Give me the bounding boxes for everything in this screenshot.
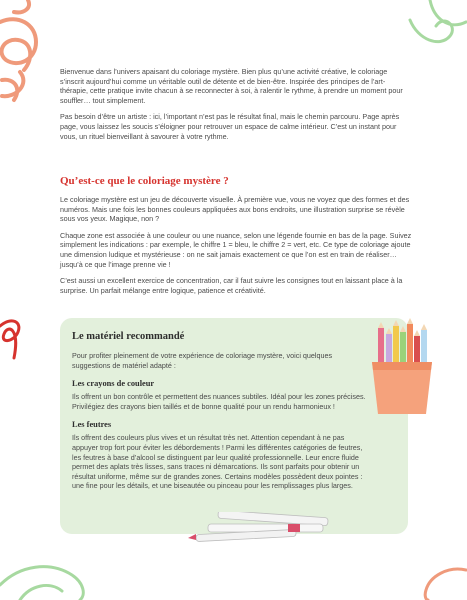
section-paragraph: Chaque zone est associée à une couleur ou une nuance, selon une légende fournie en bas de la page. Suivez simplement les indications : par exemple, le chiffre 1 = bleu, le chiffre 2 = vert, etc. Ce type de coloriage ajoute une dimension ludique et mystérieuse : on ne sait jamais exactement ce que l’on est en train de réaliser… jusqu’à ce que l’image prenne vie ! — [60, 230, 412, 269]
section-body — [60, 195, 412, 295]
feutres-text: Ils offrent des couleurs plus vives et un résultat très net. Attention cependant à ne pas appuyer trop fort pour éviter les débordements ! Parmi les différentes catégories de feutres, les feutres à base d’alcool se distinguent par leur qualité professionnelle. Leur encre fluide permet des aplats très lisses, sans traces ni démarcations. Ils sont parfaits pour obtenir un résultat uniforme, même sur de grandes zones. Certains modèles possèdent deux pointes : une fine pour les détails, et une biseautée ou pinceau pour les remplissages plus larges. — [72, 433, 363, 491]
section-paragraph: C’est aussi un excellent exercice de concentration, car il faut suivre les consignes tout en laissant place à la surprise. Un parfait mélange entre logique, patience et créativité. — [60, 276, 403, 295]
green-swirl-bottom-left-decoration — [0, 555, 90, 600]
materiel-heading: Le matériel recommandé — [72, 331, 185, 342]
red-loop-left-decoration — [0, 298, 30, 368]
intro-text — [60, 67, 412, 141]
crayons-heading: Les crayons de couleur — [72, 379, 155, 389]
green-swirl-top-right-decoration — [400, 0, 467, 60]
materiel-box — [60, 318, 408, 534]
intro-paragraph: Bienvenue dans l’univers apaisant du coloriage mystère. Bien plus qu’une activité créative, le coloriage s’inscrit aujourd’hui comme un véritable outil de détente et de bien-être. Inspirée des principes de l’art-thérapie, cette pratique invite chacun à se reconnecter à soi, à ralentir le rythme, à prendre un moment pour souffler… tout simplement. — [60, 67, 403, 105]
materiel-intro: Pour profiter pleinement de votre expérience de coloriage mystère, voici quelques suggestions de matériel adapté : — [72, 351, 333, 370]
feutres-heading: Les feutres — [72, 420, 112, 430]
section-paragraph: Le coloriage mystère est un jeu de découverte visuelle. À première vue, vous ne voyez que des formes et des numéros. Mais une fois les bonnes couleurs appliquées aux bons endroits, une illustration surprise se révèle sous vos yeux. Magique, non ? — [60, 195, 410, 224]
section-heading: Qu’est-ce que le coloriage mystère ? — [60, 175, 229, 187]
intro-paragraph: Pas besoin d’être un artiste : ici, l’important n’est pas le résultat final, mais le chemin parcouru. Page après page, vous laissez les soucis s’éloigner pour retrouver un espace de calme intérieur. C’est un instant pour vous, un rituel bienveillant à savourer à votre rythme. — [60, 112, 400, 141]
crayons-text: Ils offrent un bon contrôle et permettent des nuances subtiles. Idéal pour les zones précises. Privilégiez des crayons bien taillés et de bonne qualité pour un rendu harmonieux ! — [72, 392, 366, 411]
orange-swirl-bottom-right-decoration — [400, 560, 467, 600]
